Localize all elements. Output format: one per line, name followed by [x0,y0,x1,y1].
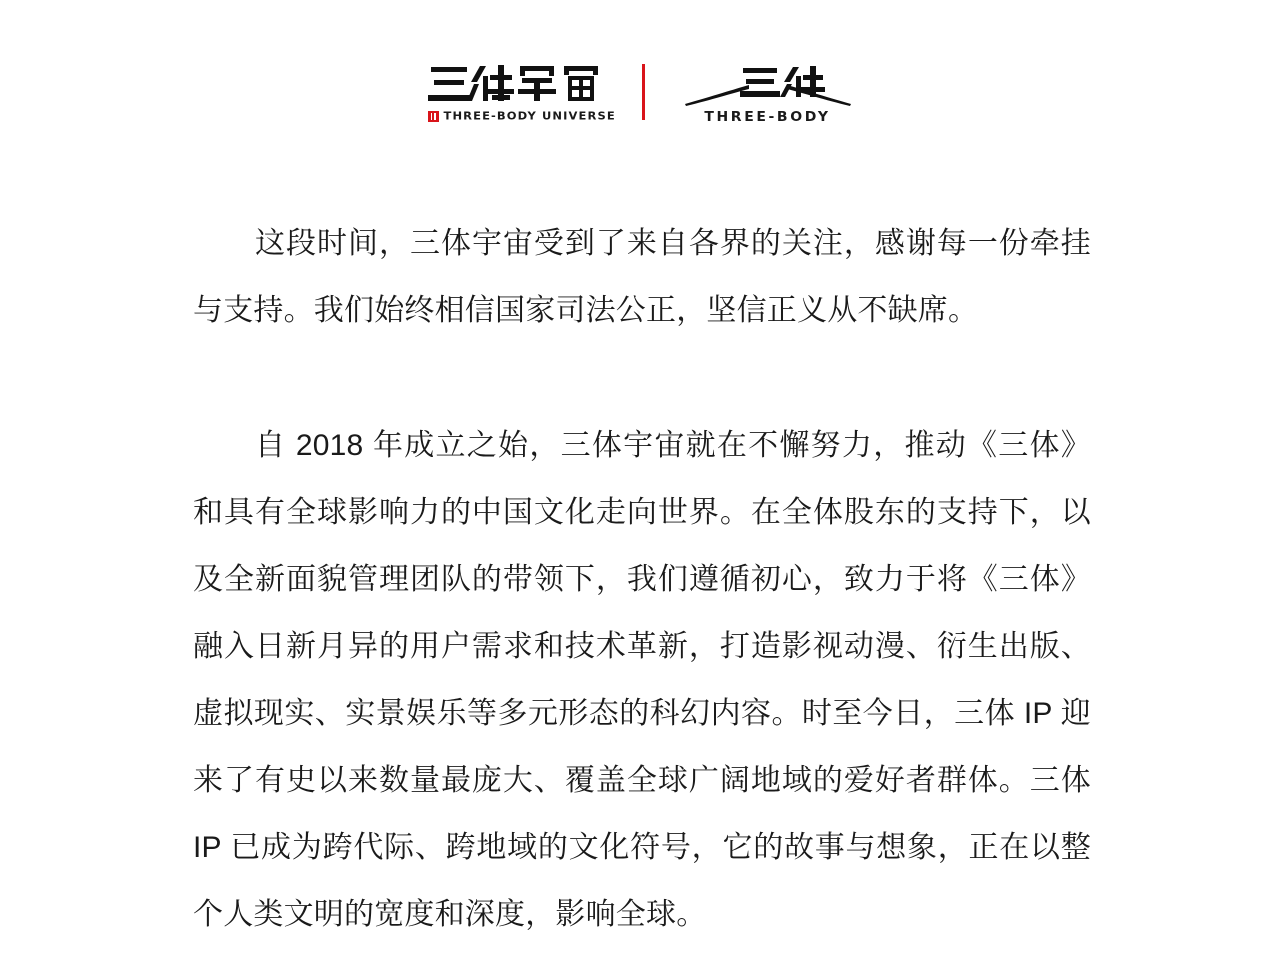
statement-paragraph: 自 2018 年成立之始，三体宇宙就在不懈努力，推动《三体》和具有全球影响力的中国文化走向世界。在全体股东的支持下，以及全新面貌管理团队的带领下，我们遵循初心，致力于将《三体》融入日新月异的用户需求和技术革新，打造影视动漫、衍生出版、虚拟现实、实景娱乐等多元形态的科幻内容。时至今日，三体 IP 迎来了有史以来数量最庞大、覆盖全球广阔地域的爱好者群体。三体 IP 已成为跨代际、跨地域的文化符号，它的故事与想象，正在以整个人类文明的宽度和深度，影响全球。 [193,429,1091,931]
brand-divider [642,64,645,120]
brand-left-tagline-row [428,109,616,123]
brand-right-tagline-text: THREE-BODY [704,109,831,125]
three-body-universe-wordmark-icon [428,62,604,106]
brand-left-tagline-text: THREE-BODY UNIVERSE [443,109,616,123]
three-body-wordmark-icon [683,62,853,108]
statement-body [193,210,1091,948]
brand-badge-icon [428,111,439,122]
statement-paragraph: 这段时间，三体宇宙受到了来自各界的关注，感谢每一份牵挂与支持。我们始终相信国家司法公正，坚信正义从不缺席。 [193,227,1091,327]
brand-three-body-universe [428,62,616,123]
brand-three-body [683,62,853,125]
logo-lockup [0,62,1280,125]
